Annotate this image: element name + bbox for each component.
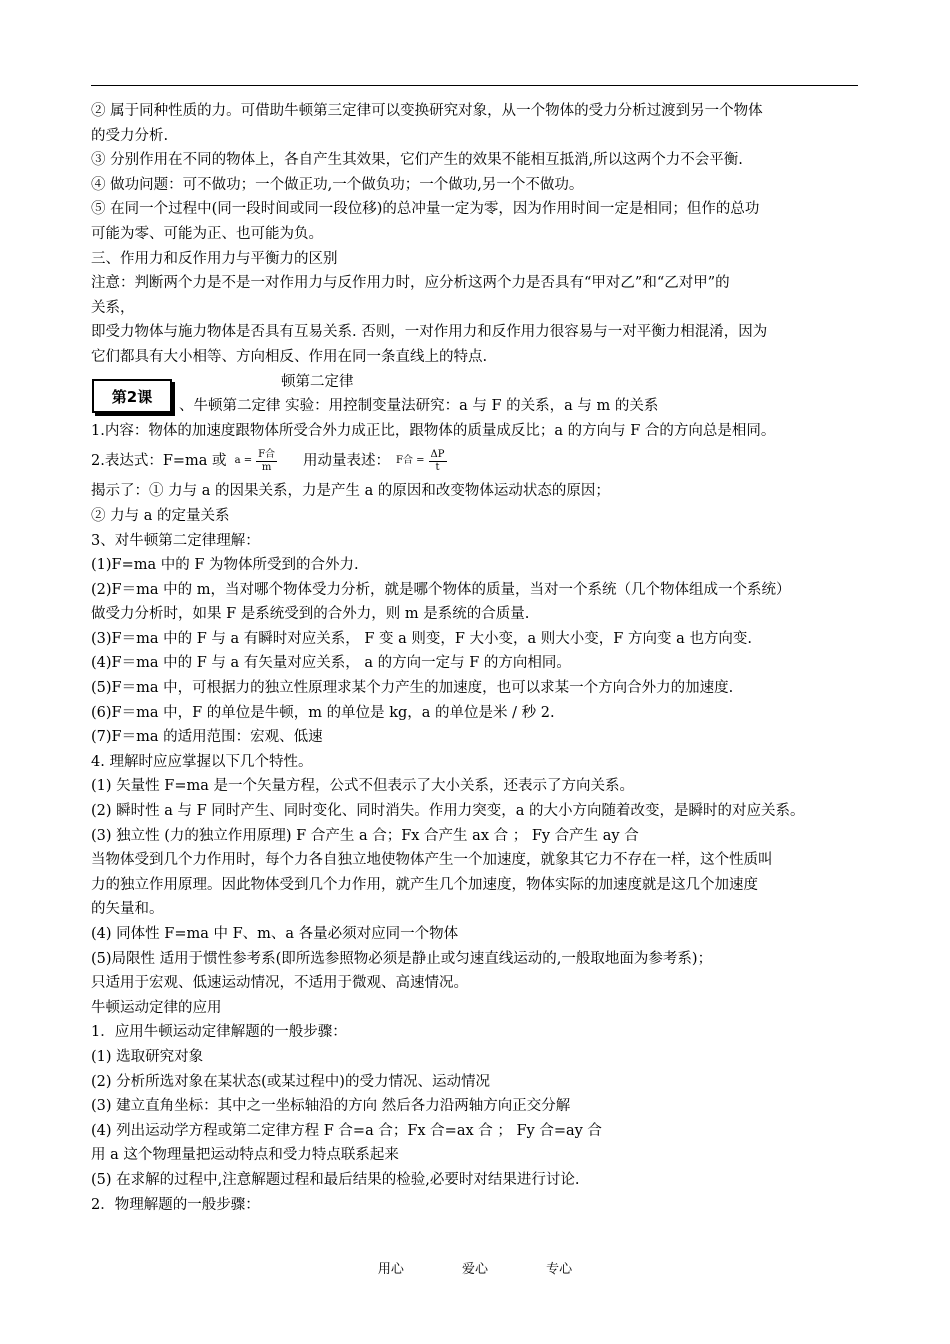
formula-prefix: 2.表达式：F=ma 或: [91, 453, 227, 470]
text-line: (4)F＝ma 中的 F 与 a 有矢量对应关系， a 的方向一定与 F 的方向相同。: [91, 655, 571, 672]
fraction-numerator: F合: [258, 448, 276, 460]
text-line: 做受力分析时，如果 F 是系统受到的合外力，则 m 是系统的合质量.: [91, 606, 530, 623]
text-line: ③ 分别作用在不同的物体上，各自产生其效果，它们产生的效果不能相互抵消,所以这两个力不会平衡.: [91, 152, 743, 169]
page-footer: [0, 1258, 950, 1277]
text-line: ④ 做功问题：可不做功；一个做正功,一个做负功；一个做功,另一个不做功。: [91, 176, 584, 193]
text-line: 关系，: [91, 299, 135, 316]
text-line: (5) 在求解的过程中,注意解题过程和最后结果的检验,必要时对结果进行讨论.: [91, 1171, 580, 1188]
text-line: (1) 矢量性 F=ma 是一个矢量方程，公式不但表示了大小关系，还表示了方向关系。: [91, 778, 634, 795]
fraction-f-over-m: [256, 449, 277, 474]
text-line: (1)F=ma 中的 F 为物体所受到的合外力.: [91, 557, 359, 574]
text-line: (3)F＝ma 中的 F 与 a 有瞬时对应关系， F 变 a 则变，F 大小变，a 则大小变，F 方向变 a 也方向变.: [91, 630, 752, 647]
text-line: 它们都具有大小相等、方向相反、作用在同一条直线上的特点.: [91, 348, 488, 365]
text-line: 的矢量和。: [91, 901, 164, 918]
text-line: 只适用于宏观、低速运动情况，不适用于微观、高速情况。: [91, 975, 468, 992]
text-line: (3) 建立直角坐标：其中之一坐标轴沿的方向 然后各力沿两轴方向正交分解: [91, 1098, 571, 1115]
formula-line: [91, 443, 861, 479]
lesson-badge: 第2课: [92, 379, 172, 413]
footer-word: 爱心: [461, 1262, 488, 1277]
text-line: 3、对牛顿第二定律理解：: [91, 532, 260, 549]
text-line: 4. 理解时应应掌握以下几个特性。: [91, 753, 313, 770]
text-line: (2) 瞬时性 a 与 F 同时产生、同时变化、同时消失。作用力突变，a 的大小方向随着改变，是瞬时的对应关系。: [91, 803, 805, 820]
text-line: 1．应用牛顿运动定律解题的一般步骤：: [91, 1024, 347, 1041]
text-line: (5)F＝ma 中，可根据力的独立性原理求某个力产生的加速度，也可以求某一个方向合外力的加速度.: [91, 680, 734, 697]
text-line: (6)F＝ma 中，F 的单位是牛顿，m 的单位是 kg，a 的单位是米 / 秒 2.: [91, 704, 555, 721]
text-line: 用 a 这个物理量把运动特点和受力特点联系起来: [91, 1147, 399, 1164]
text-line: (2) 分析所选对象在某状态(或某过程中)的受力情况、运动情况: [91, 1073, 490, 1090]
lesson-title: 顿第二定律: [281, 373, 354, 390]
text-line: 2．物理解题的一般步骤：: [91, 1196, 260, 1213]
fraction-dp-over-t: [429, 449, 447, 474]
momentum-label: 用动量表述：: [303, 453, 391, 470]
text-line: 当物体受到几个力作用时，每个力各自独立地使物体产生一个加速度，就象其它力不存在一样，这个性质叫: [91, 852, 773, 869]
text-line: 揭示了：① 力与 a 的因果关系，力是产生 a 的原因和改变物体运动状态的原因；: [91, 483, 610, 500]
text-line: ② 力与 a 的定量关系: [91, 507, 230, 524]
fraction-denominator: t: [435, 461, 440, 473]
text-line: ② 属于同种性质的力。可借助牛顿第三定律可以变换研究对象，从一个物体的受力分析过渡到另一个物体: [91, 103, 763, 119]
text-line: 力的独立作用原理。因此物体受到几个力作用，就产生几个加速度，物体实际的加速度就是这几个加速度: [91, 876, 758, 893]
text-line: (4) 同体性 F=ma 中 F、m、a 各量必须对应同一个物体: [91, 926, 459, 942]
footer-word: 用心: [377, 1262, 404, 1277]
section-heading: 三、作用力和反作用力与平衡力的区别: [91, 250, 338, 267]
text-line: 即受力物体与施力物体是否具有互易关系. 否则，一对作用力和反作用力很容易与一对平衡力相混淆，因为: [91, 324, 768, 341]
text-line: 注意：判断两个力是不是一对作用力与反作用力时，应分析这两个力是否具有“甲对乙”和“乙对甲”的: [91, 275, 730, 292]
text-line: 1.内容：物体的加速度跟物体所受合外力成正比，跟物体的质量成反比；a 的方向与 F 合的方向总是相同。: [91, 422, 776, 439]
text-line: (7)F＝ma 的适用范围：宏观、低速: [91, 729, 323, 746]
text-line: 可能为零、可能为正、也可能为负。: [91, 225, 323, 242]
formula-f-label: F合 =: [396, 455, 425, 467]
text-line: 的受力分析.: [91, 127, 169, 144]
text-line: (4) 列出运动学方程或第二定律方程 F 合=a 合；Fx 合=ax 合 ； Fy 合=ay 合: [91, 1122, 602, 1139]
header-rule: [91, 85, 858, 86]
text-line: (5)局限性 适用于惯性参考系(即所选参照物必须是静止或匀速直线运动的,一般取地面为参考系)；: [91, 950, 713, 967]
text-line: (2)F＝ma 中的 m，当对哪个物体受力分析，就是哪个物体的质量，当对一个系统（几个物体组成一个系统）: [91, 581, 791, 598]
section-heading: 牛顿运动定律的应用: [91, 999, 222, 1016]
law-heading: 、牛顿第二定律 实验：用控制变量法研究：a 与 F 的关系，a 与 m 的关系: [179, 398, 659, 415]
text-line: ⑤ 在同一个过程中(同一段时间或同一段位移)的总冲量一定为零，因为作用时间一定是相同；但作的总功: [91, 201, 760, 218]
text-line: (3) 独立性 (力的独立作用原理) F 合产生 a 合；Fx 合产生 ax 合 ； Fy 合产生 ay 合: [91, 827, 639, 844]
fraction-numerator: ΔP: [430, 448, 445, 460]
formula-a-eq: a =: [234, 455, 253, 467]
document-body: [91, 99, 861, 1217]
footer-word: 专心: [546, 1262, 573, 1277]
text-line: (1) 选取研究对象: [91, 1048, 204, 1065]
fraction-denominator: m: [261, 461, 272, 473]
